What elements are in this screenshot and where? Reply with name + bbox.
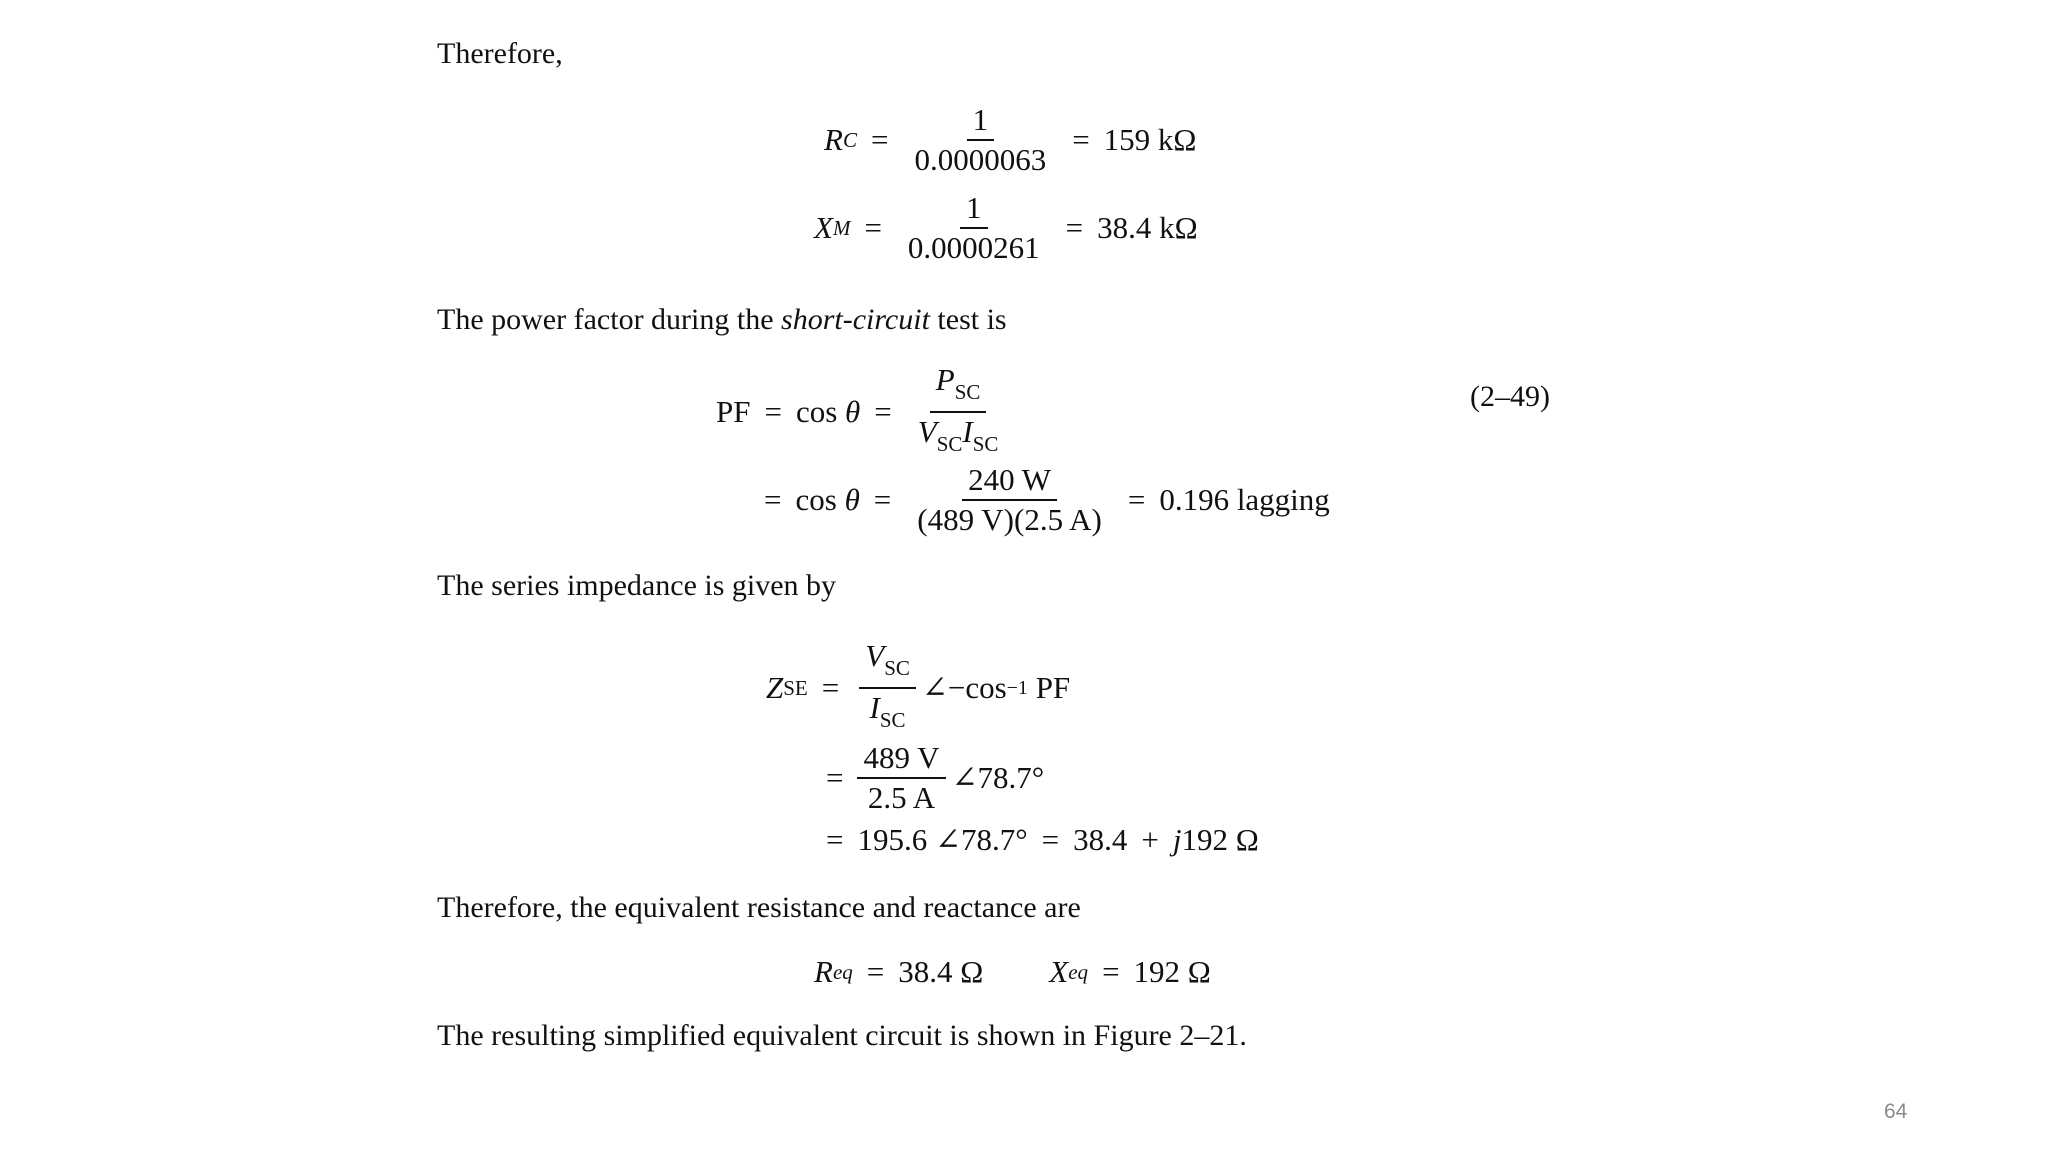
xeq-symbol: X [1049, 954, 1069, 989]
page-number: 64 [1884, 1100, 1908, 1123]
pf-num-symbol: P [935, 362, 955, 397]
rc-result: 159 kΩ [1103, 122, 1197, 157]
equals-sign: = [1041, 822, 1060, 857]
equation-req-xeq [814, 954, 1211, 990]
zse-subscript: SE [783, 675, 808, 700]
req-symbol: R [814, 954, 833, 989]
zse-symbol: Z [766, 670, 784, 705]
equals-sign: = [864, 210, 882, 245]
req-value: 38.4 Ω [898, 954, 984, 989]
plus-sign: + [1141, 822, 1159, 857]
zse2-numerator: 489 V [857, 742, 945, 779]
pf-theta: θ [845, 394, 861, 429]
equals-sign: = [870, 122, 889, 157]
rc-numerator: 1 [967, 104, 995, 141]
pf-numerator [930, 364, 987, 413]
pf-num-subscript: SC [954, 380, 981, 404]
zse-den-i: I [869, 690, 880, 725]
zse3-j: j [1172, 822, 1182, 857]
zse3-imag: 192 Ω [1181, 822, 1259, 857]
xm-denominator: 0.0000261 [907, 230, 1040, 265]
equals-sign: = [826, 822, 844, 857]
rc-subscript: C [842, 127, 857, 152]
pf-fraction [912, 364, 1005, 460]
text-resulting-circuit: The resulting simplified equivalent circuit is shown in Figure 2–21. [437, 1019, 1247, 1052]
equation-zse [766, 640, 1070, 736]
rc-fraction [908, 104, 1052, 176]
pf-den-v-subscript: SC [936, 432, 963, 456]
text-equivalent-intro: Therefore, the equivalent resistance and reactance are [437, 891, 1081, 924]
equals-sign: = [1065, 210, 1084, 245]
equation-pf [716, 364, 1010, 460]
equation-xm [814, 192, 1198, 264]
zse-angle-text: ∠−cos [921, 670, 1007, 705]
zse-den-subscript: SC [879, 708, 906, 732]
pf-cos: cos [795, 394, 838, 429]
pf-denominator [912, 413, 1005, 460]
equation-rc [824, 104, 1196, 176]
text-series-impedance-intro: The series impedance is given by [437, 569, 837, 602]
equals-sign: = [873, 482, 892, 517]
equals-sign: = [764, 482, 782, 517]
equals-sign: = [764, 394, 782, 429]
pf2-theta: θ [844, 482, 860, 517]
pf-lhs: PF [716, 394, 751, 429]
zse-fraction [859, 640, 916, 736]
zse2-fraction [857, 742, 945, 814]
zse2-denominator: 2.5 A [867, 780, 936, 815]
equals-sign: = [826, 760, 844, 795]
zse-angle-sup: −1 [1006, 676, 1028, 699]
pf2-numerator: 240 W [962, 464, 1057, 501]
equals-sign: = [1072, 122, 1090, 157]
pf-den-i: I [962, 414, 973, 449]
pf2-cos: cos [795, 482, 837, 517]
pf-intro-pre: The power factor during the [437, 303, 782, 336]
equals-sign: = [1102, 954, 1120, 989]
pf2-fraction [911, 464, 1108, 536]
equation-pf-value [764, 464, 1330, 536]
equation-zse-values [826, 742, 1044, 814]
zse3-value: 195.6 ∠78.7° [857, 822, 1028, 857]
rc-symbol: R [824, 122, 843, 157]
xeq-subscript: eq [1068, 959, 1089, 984]
zse-denominator [864, 689, 912, 736]
xeq-value: 192 Ω [1133, 954, 1211, 989]
zse3-real: 38.4 [1073, 822, 1128, 857]
pf-den-i-subscript: SC [972, 432, 999, 456]
pf2-denominator: (489 V)(2.5 A) [917, 502, 1102, 537]
zse-numerator [859, 640, 916, 689]
rc-denominator: 0.0000063 [914, 142, 1047, 177]
zse-num-v: V [865, 638, 885, 673]
zse-num-subscript: SC [884, 656, 910, 680]
equation-number: (2–49) [1470, 380, 1550, 413]
xm-fraction [902, 192, 1046, 264]
pf-den-v: V [917, 414, 937, 449]
zse-angle-tail: PF [1035, 670, 1071, 705]
equals-sign: = [874, 394, 892, 429]
req-subscript: eq [832, 959, 853, 984]
equals-sign: = [1127, 482, 1146, 517]
pf-intro-emphasis: short-circuit [781, 303, 930, 336]
equation-zse-result [826, 822, 1259, 858]
equals-sign: = [866, 954, 885, 989]
pf-intro-post: test is [929, 303, 1007, 336]
xm-subscript: M [832, 215, 851, 240]
pf2-result: 0.196 lagging [1159, 482, 1330, 517]
xm-result: 38.4 kΩ [1097, 210, 1198, 245]
text-therefore: Therefore, [437, 37, 563, 70]
equals-sign: = [821, 670, 840, 705]
zse2-angle: ∠78.7° [951, 760, 1045, 795]
xm-symbol: X [814, 210, 833, 245]
text-power-factor-intro [437, 302, 1007, 338]
xm-numerator: 1 [960, 192, 988, 229]
